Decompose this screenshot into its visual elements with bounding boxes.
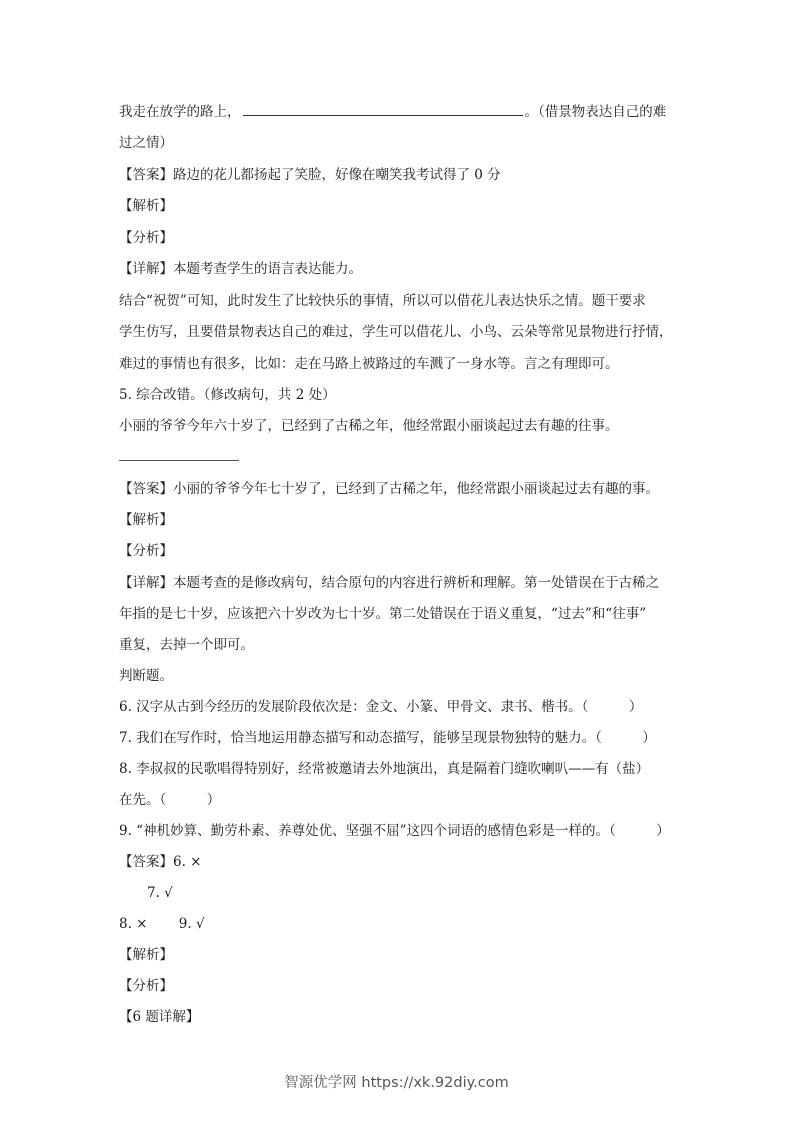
q4-prompt-after: 。（借景物表达自己的难: [524, 104, 667, 120]
q5-answer-line[interactable]: [119, 460, 239, 461]
q4-jiexi-heading: 【解析】: [119, 198, 173, 214]
judge-q6: 6. 汉字从古到今经历的发展阶段依次是：金文、小篆、甲骨文、隶书、楷书。（ ）: [119, 699, 643, 715]
q4-answer: 【答案】路边的花儿都扬起了笑脸，好像在嘲笑我考试得了 0 分: [119, 167, 501, 183]
q4-fenxi-heading: 【分析】: [119, 230, 173, 246]
q4-prompt: [119, 103, 666, 121]
q5-title: 5. 综合改错。（修改病句，共 2 处）: [119, 387, 336, 403]
judge-fenxi-heading: 【分析】: [119, 978, 173, 994]
q4-explain-line: 学生仿写，且要借景物表达自己的难过，学生可以借花儿、小鸟、云朵等常见景物进行抒情，: [119, 324, 673, 340]
judge-answer-8-9: 8. × 9. √: [119, 916, 205, 932]
q5-explain-line: 年指的是七十岁，应该把六十岁改为七十岁。第二处错误在于语义重复，“过去”和“往事”: [119, 606, 647, 622]
judge-q8: 8. 李叔叔的民歌唱得特别好，经常被邀请去外地演出，真是隔着门缝吹喇叭——有（盐）: [119, 761, 650, 777]
judge-title: 判断题。: [119, 668, 173, 684]
q5-explain-line: 重复，去掉一个即可。: [119, 637, 254, 653]
judge-q8-cont: 在先。（ ）: [119, 792, 221, 808]
q4-prompt-before: 我走在放学的路上，: [119, 104, 241, 120]
footer-watermark: 智源优学网 https://xk.92diy.com: [284, 1075, 509, 1091]
q4-answer-blank[interactable]: [243, 103, 523, 116]
judge-q9: 9. “神机妙算、勤劳朴素、养尊处优、坚强不屈”这四个词语的感情色彩是一样的。（ ）: [119, 823, 670, 839]
judge-answer-6: 【答案】6. ×: [119, 854, 202, 870]
q5-fenxi-heading: 【分析】: [119, 543, 173, 559]
q5-jiexi-heading: 【解析】: [119, 512, 173, 528]
q4-prompt-cont: 过之情）: [119, 135, 173, 151]
judge-q6-detail-heading: 【6 题详解】: [119, 1009, 200, 1025]
q4-explain-line: 结合“祝贺”可知，此时发生了比较快乐的事情，所以可以借花儿表达快乐之情。题干要求: [119, 293, 646, 309]
judge-jiexi-heading: 【解析】: [119, 947, 173, 963]
judge-q7: 7. 我们在写作时，恰当地运用静态描写和动态描写，能够呈现景物独特的魅力。（ ）: [119, 730, 656, 746]
judge-answer-7: 7. √: [147, 885, 173, 901]
q4-xiangjie: 【详解】本题考查学生的语言表达能力。: [119, 261, 362, 277]
q4-explain-line: 难过的事情也有很多，比如：走在马路上被路过的车溅了一身水等。言之有理即可。: [119, 356, 619, 372]
q5-explain-line: 【详解】本题考查的是修改病句，结合原句的内容进行辨析和理解。第一处错误在于古稀之: [119, 575, 659, 591]
q5-answer: 【答案】小丽的爷爷今年七十岁了，已经到了古稀之年，他经常跟小丽谈起过去有趣的事。: [119, 481, 659, 497]
q5-sentence: 小丽的爷爷今年六十岁了，已经到了古稀之年，他经常跟小丽谈起过去有趣的往事。: [119, 418, 619, 434]
